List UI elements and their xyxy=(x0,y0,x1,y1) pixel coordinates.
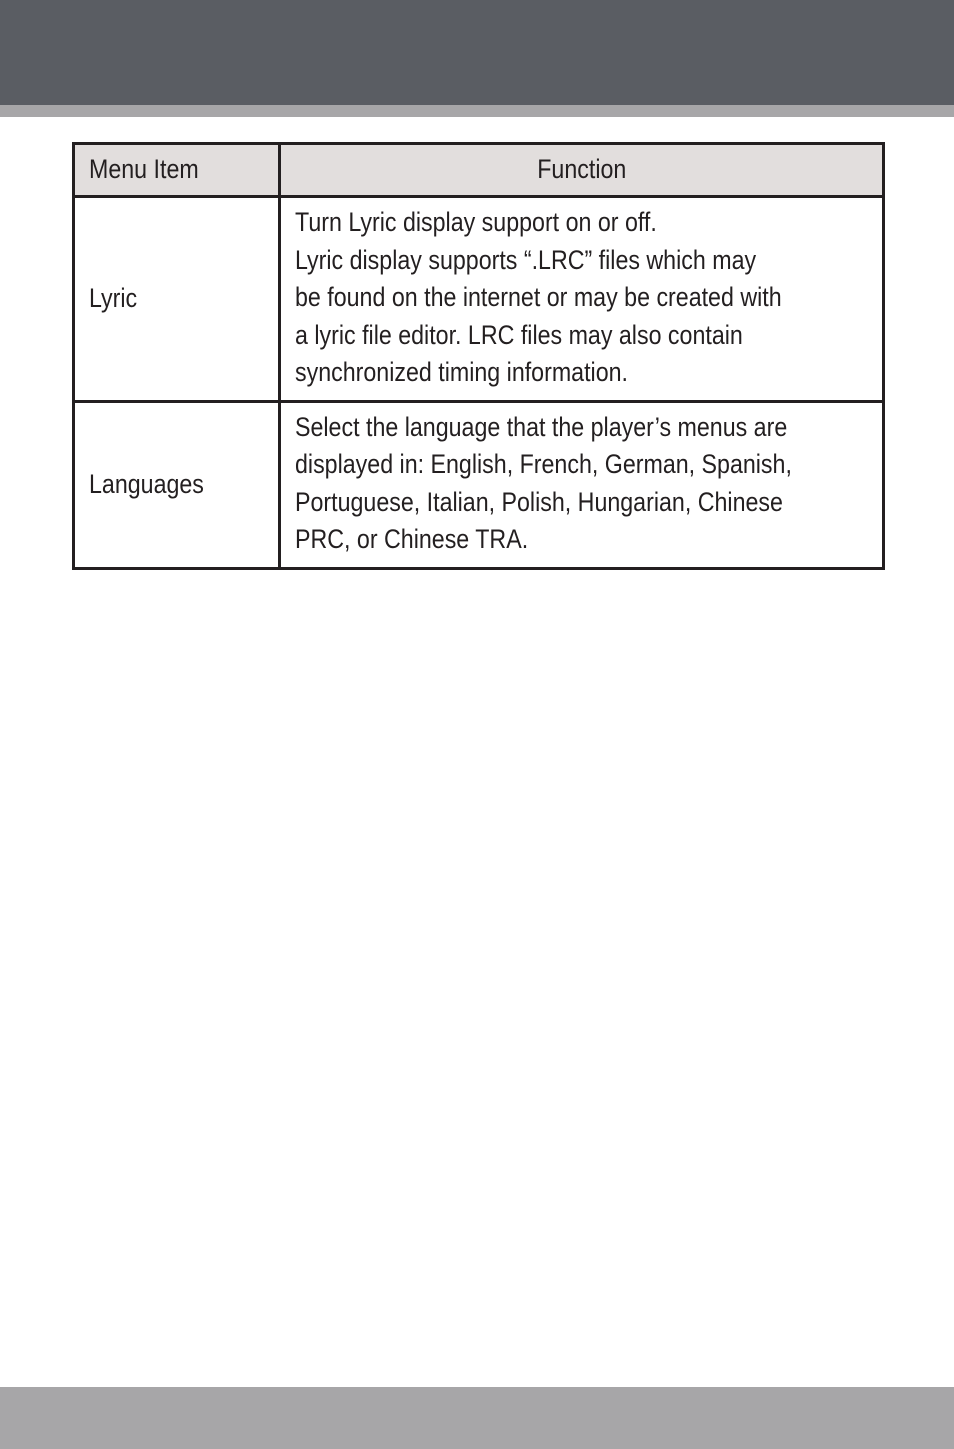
table-row xyxy=(74,197,884,402)
function-line: Turn Lyric display support on or off. xyxy=(295,207,657,237)
function-line: Select the language that the player’s menus are xyxy=(295,411,788,442)
page-header-band xyxy=(0,0,954,105)
function-line: a lyric file editor. LRC files may also contain xyxy=(295,319,743,350)
header-function: Function xyxy=(280,144,884,197)
function-line: PRC, or Chinese TRA. xyxy=(295,524,529,554)
menu-item-cell: Languages xyxy=(74,401,280,568)
function-line: displayed in: English, French, German, Spanish, xyxy=(295,449,792,479)
function-line: Portuguese, Italian, Polish, Hungarian, Chinese xyxy=(295,486,783,517)
table-row xyxy=(74,401,884,568)
page-footer-band xyxy=(0,1387,954,1449)
function-line: synchronized timing information. xyxy=(295,357,628,387)
function-line: be found on the internet or may be created with xyxy=(295,282,782,312)
header-menu-item: Menu Item xyxy=(74,144,280,197)
function-line: Lyric display supports “.LRC” files which may xyxy=(295,244,757,275)
menu-item-cell: Lyric xyxy=(74,197,280,402)
function-cell xyxy=(280,197,884,402)
table-header-row xyxy=(74,144,884,197)
function-cell xyxy=(280,401,884,568)
menu-function-table xyxy=(72,142,885,570)
page-header-rule xyxy=(0,105,954,117)
